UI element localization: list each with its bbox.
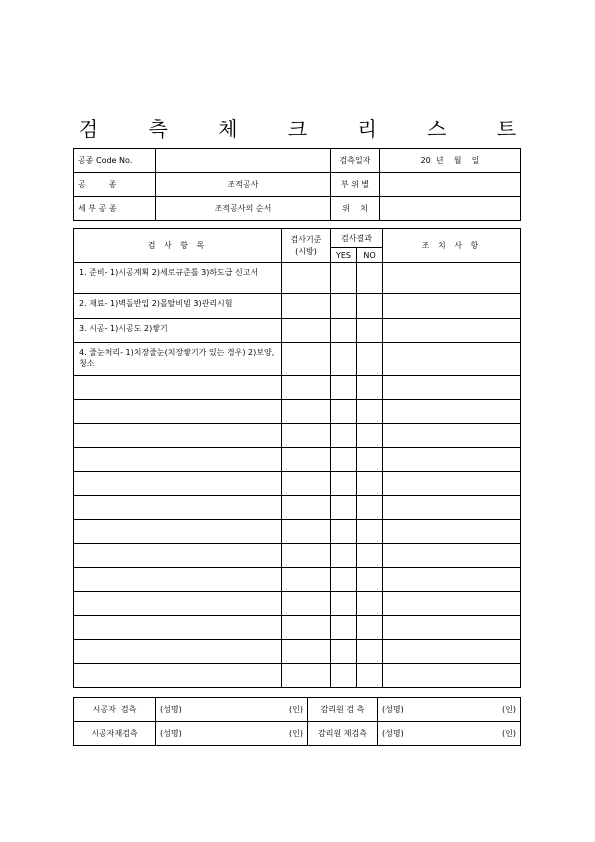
table-row: [74, 544, 521, 568]
supervisor-reinspector-seal[interactable]: (인): [428, 722, 521, 746]
check-item[interactable]: [74, 496, 282, 520]
table-row: [74, 319, 521, 343]
table-row: [74, 664, 521, 688]
contractor-inspector-name-label: (성명): [156, 698, 206, 722]
criteria-cell[interactable]: [282, 319, 331, 343]
work-type-field[interactable]: 조적공사: [156, 173, 331, 197]
col-header-criteria: 검사기준 (시방): [282, 229, 331, 263]
no-cell[interactable]: [357, 263, 383, 294]
check-item[interactable]: [74, 616, 282, 640]
header-info-table: [73, 148, 521, 221]
check-item: 2. 재료- 1)벽돌반입 2)몰탈비빔 3)관리시험: [74, 294, 282, 319]
supervisor-inspector-seal[interactable]: (인): [428, 698, 521, 722]
table-row: [74, 640, 521, 664]
table-row: [74, 496, 521, 520]
table-row: [74, 263, 521, 294]
supervisor-inspector-name-label: (성명): [378, 698, 428, 722]
table-row: [74, 568, 521, 592]
detail-field[interactable]: 조적공사의 순서: [156, 197, 331, 221]
checklist-table: [73, 228, 521, 688]
detail-label: 세 부 공 종: [74, 197, 156, 221]
code-field[interactable]: [156, 149, 331, 173]
supervisor-reinspector-name-label: (성명): [378, 722, 428, 746]
criteria-cell[interactable]: [282, 343, 331, 376]
table-row: [74, 376, 521, 400]
table-row: [74, 424, 521, 448]
criteria-cell[interactable]: [282, 263, 331, 294]
contractor-inspector-seal[interactable]: (인): [206, 698, 308, 722]
table-row: [74, 520, 521, 544]
col-header-result: 검사결과: [331, 229, 383, 248]
check-item[interactable]: [74, 544, 282, 568]
supervisor-inspector-label: 감리원 검 측: [308, 698, 378, 722]
yes-cell[interactable]: [331, 319, 357, 343]
check-item[interactable]: [74, 376, 282, 400]
check-item[interactable]: [74, 400, 282, 424]
check-item[interactable]: [74, 664, 282, 688]
location-field[interactable]: [380, 197, 521, 221]
yes-cell[interactable]: [331, 263, 357, 294]
col-header-action: 조 치 사 항: [383, 229, 521, 263]
part-field[interactable]: [380, 173, 521, 197]
contractor-reinspector-label: 시공자재검측: [74, 722, 156, 746]
check-item[interactable]: [74, 592, 282, 616]
location-label: 위 치: [331, 197, 380, 221]
table-row: [74, 616, 521, 640]
table-row: [74, 343, 521, 376]
yes-cell[interactable]: [331, 294, 357, 319]
col-header-yes: YES: [331, 248, 357, 263]
code-label: 공종 Code No.: [74, 149, 156, 173]
inspect-date-field[interactable]: 20 년 월 일: [380, 149, 521, 173]
check-item[interactable]: [74, 448, 282, 472]
action-cell[interactable]: [383, 294, 521, 319]
check-item[interactable]: [74, 472, 282, 496]
page-title: 검 측 체 크 리 스 트: [78, 117, 539, 141]
no-cell[interactable]: [357, 319, 383, 343]
work-type-label: 공 종: [74, 173, 156, 197]
contractor-inspector-label: 시공자 검측: [74, 698, 156, 722]
check-item[interactable]: [74, 568, 282, 592]
action-cell[interactable]: [383, 343, 521, 376]
yes-cell[interactable]: [331, 343, 357, 376]
signature-table: [73, 697, 521, 746]
criteria-cell[interactable]: [282, 294, 331, 319]
table-row: [74, 448, 521, 472]
col-header-no: NO: [357, 248, 383, 263]
contractor-reinspector-seal[interactable]: (인): [206, 722, 308, 746]
check-item[interactable]: [74, 640, 282, 664]
table-row: [74, 592, 521, 616]
table-row: [74, 294, 521, 319]
table-row: [74, 400, 521, 424]
contractor-reinspector-name-label: (성명): [156, 722, 206, 746]
action-cell[interactable]: [383, 319, 521, 343]
table-row: [74, 472, 521, 496]
col-header-items: 검 사 항 목: [74, 229, 282, 263]
action-cell[interactable]: [383, 263, 521, 294]
check-item: 4. 줄눈처리- 1)치장줄눈(치장쌓기가 있는 경우) 2)보양,청소: [74, 343, 282, 376]
no-cell[interactable]: [357, 294, 383, 319]
check-item[interactable]: [74, 520, 282, 544]
supervisor-reinspector-label: 감리원 재검측: [308, 722, 378, 746]
check-item: 1. 준비- 1)시공계획 2)세로규준틀 3)하도급 신고서: [74, 263, 282, 294]
inspect-date-label: 검측일자: [331, 149, 380, 173]
no-cell[interactable]: [357, 343, 383, 376]
check-item[interactable]: [74, 424, 282, 448]
check-item: 3. 시공- 1)시공도 2)쌓기: [74, 319, 282, 343]
part-label: 부 위 별: [331, 173, 380, 197]
